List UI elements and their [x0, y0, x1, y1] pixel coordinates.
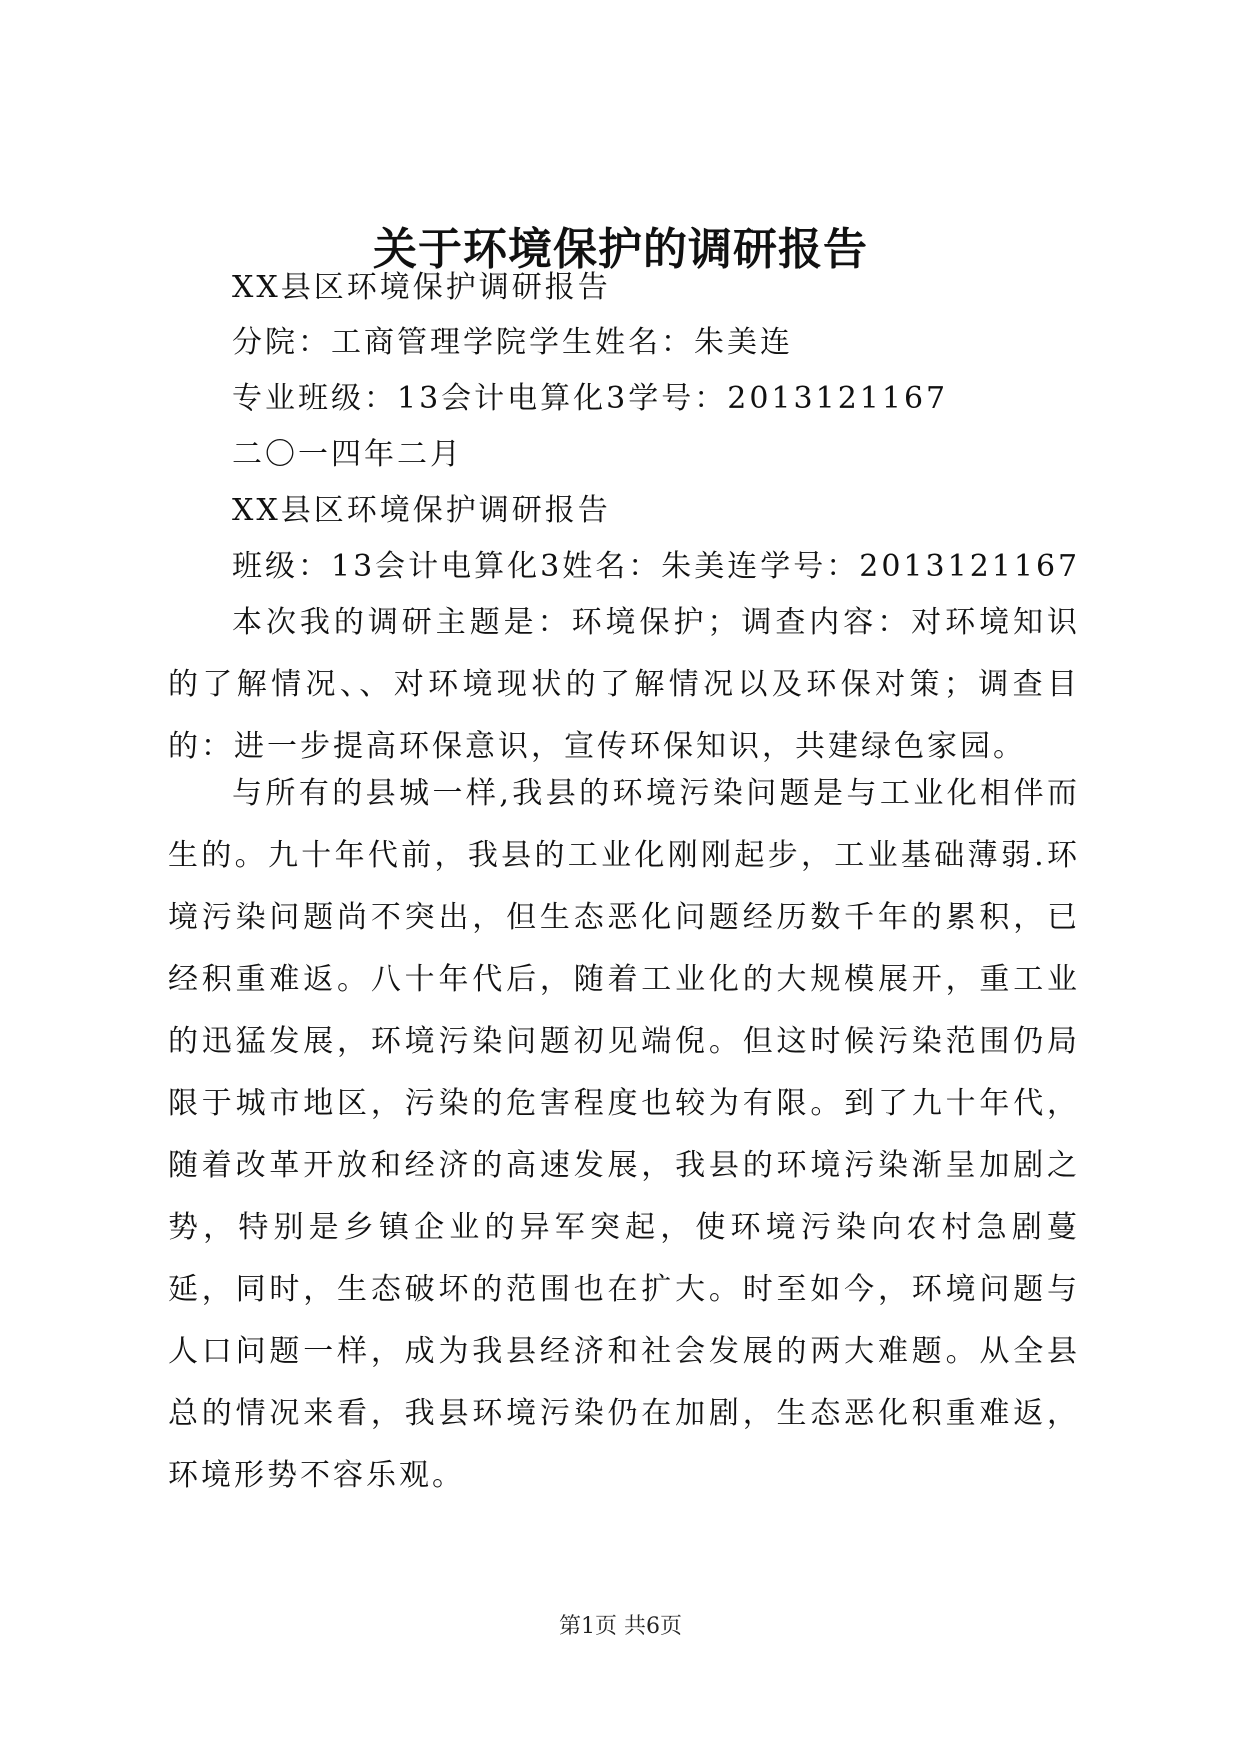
header-line-college-student: 分院：工商管理学院学生姓名：朱美连: [232, 325, 793, 360]
paragraph-intro: 本次我的调研主题是：环境保护；调查内容：对环境知识的了解情况、、对环境现状的了解情况以及环保对策；调查目的：进一步提高环保意识，宣传环保知识，共建绿色家园。: [168, 605, 1080, 764]
header-line-class-name-id: 班级：13会计电算化3姓名：朱美连学号：2013121167: [232, 549, 1081, 584]
page-title: 关于环境保护的调研报告: [373, 224, 868, 275]
paragraph-body: 与所有的县城一样,我县的环境污染问题是与工业化相伴而生的。九十年代前，我县的工业化刚刚起步，工业基础薄弱.环境污染问题尚不突出，但生态恶化问题经历数千年的累积，已经积重难返。八十年代后，随着工业化的大规模展开，重工业的迅猛发展，环境污染问题初见端倪。但这时候污染范围仍局限于城市地区，污染的危害程度也较为有限。到了九十年代，随着改革开放和经济的高速发展，我县的环境污染渐呈加剧之势，特别是乡镇企业的异军突起，使环境污染向农村急剧蔓延，同时，生态破坏的范围也在扩大。时至如今，环境问题与人口问题一样，成为我县经济和社会发展的两大难题。从全县总的情况来看，我县环境污染仍在加剧，生态恶化积重难返，环境形势不容乐观。: [168, 776, 1080, 1493]
header-line-report-name-2: XX县区环境保护调研报告: [232, 493, 611, 528]
page-footer: 第1页 共6页: [559, 1614, 682, 1639]
header-line-date: 二〇一四年二月: [232, 437, 463, 472]
header-line-class-id: 专业班级：13会计电算化3学号：2013121167: [232, 381, 949, 416]
header-line-report-name: XX县区环境保护调研报告: [232, 270, 611, 305]
